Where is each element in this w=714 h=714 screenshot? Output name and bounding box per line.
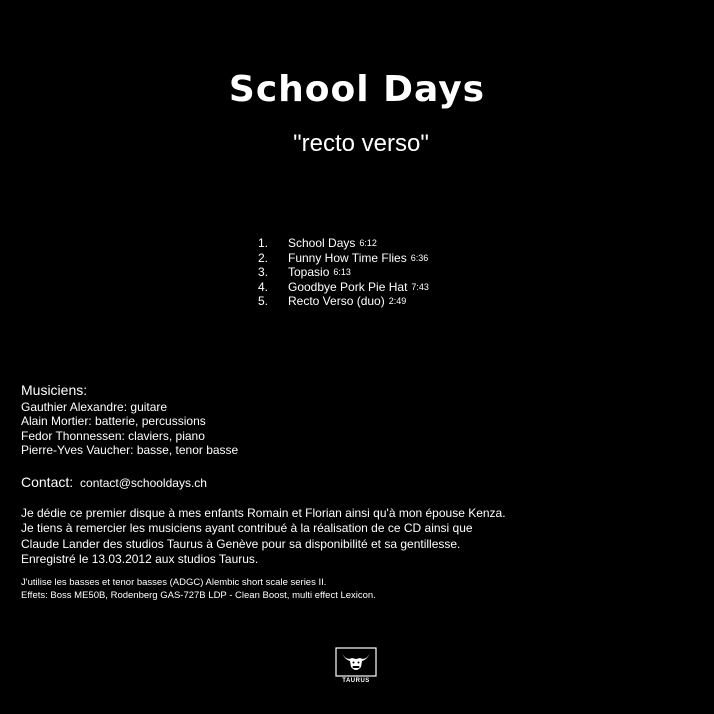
- album-subtitle: "recto verso": [293, 130, 429, 157]
- musicians-list: [21, 400, 238, 458]
- bull-head-icon: [334, 645, 378, 679]
- taurus-studio-logo: [334, 645, 378, 687]
- musicians-heading: Musiciens:: [21, 382, 88, 398]
- album-title: School Days: [228, 69, 486, 110]
- contact-label: Contact:: [21, 474, 74, 490]
- musician-entry: Pierre-Yves Vaucher: basse, tenor basse: [21, 443, 239, 458]
- dedication-line: Je tiens à remercier les musiciens ayant contribué à la réalisation de ce CD ainsi que: [21, 521, 473, 536]
- track-item: [258, 280, 429, 295]
- track-number: 4.: [258, 279, 269, 294]
- contact-email-link[interactable]: contact@schooldays.ch: [80, 476, 207, 490]
- dedication-line: Claude Lander des studios Taurus à Genève pour sa disponibilité et sa gentillesse.: [21, 536, 461, 551]
- track-duration: 7:43: [411, 281, 429, 292]
- track-number: 3.: [258, 265, 269, 280]
- contact-line: [21, 473, 207, 492]
- track-duration: 6:12: [359, 238, 377, 248]
- track-number: 2.: [258, 250, 269, 265]
- track-item: [258, 236, 429, 251]
- track-title: Funny How Time Flies: [288, 250, 407, 265]
- musician-entry: Fedor Thonnessen: claviers, piano: [21, 428, 205, 443]
- track-item: [258, 294, 429, 309]
- track-title: Recto Verso (duo): [288, 294, 385, 309]
- track-duration: 2:49: [388, 296, 407, 307]
- track-title: School Days: [288, 236, 356, 250]
- dedication-line: Je dédie ce premier disque à mes enfants Romain et Florian ainsi qu'à mon épouse Kenza.: [21, 506, 506, 520]
- dedication-line: Enregistré le 13.03.2012 aux studios Taurus.: [21, 551, 259, 566]
- musician-entry: Alain Mortier: batterie, percussions: [21, 414, 206, 429]
- track-item: [258, 251, 429, 266]
- equipment-line: Effets: Boss ME50B, Rodenberg GAS-727B LDP - Clean Boost, multi effect Lexicon.: [21, 589, 376, 601]
- track-title: Topasio: [288, 265, 330, 280]
- track-title: Goodbye Pork Pie Hat: [288, 279, 408, 294]
- dedication-paragraph: [21, 506, 701, 567]
- track-item: [258, 265, 429, 280]
- track-duration: 6:36: [410, 252, 429, 263]
- track-number: 1.: [258, 236, 269, 250]
- track-number: 5.: [258, 294, 269, 309]
- track-duration: 6:13: [333, 267, 351, 278]
- equipment-line: J'utilise les basses et tenor basses (ADGC) Alembic short scale series II.: [21, 577, 327, 588]
- track-list: [258, 236, 429, 309]
- musician-entry: Gauthier Alexandre: guitare: [21, 400, 168, 414]
- logo-text: TAURUS: [342, 678, 370, 684]
- equipment-notes: [21, 577, 701, 602]
